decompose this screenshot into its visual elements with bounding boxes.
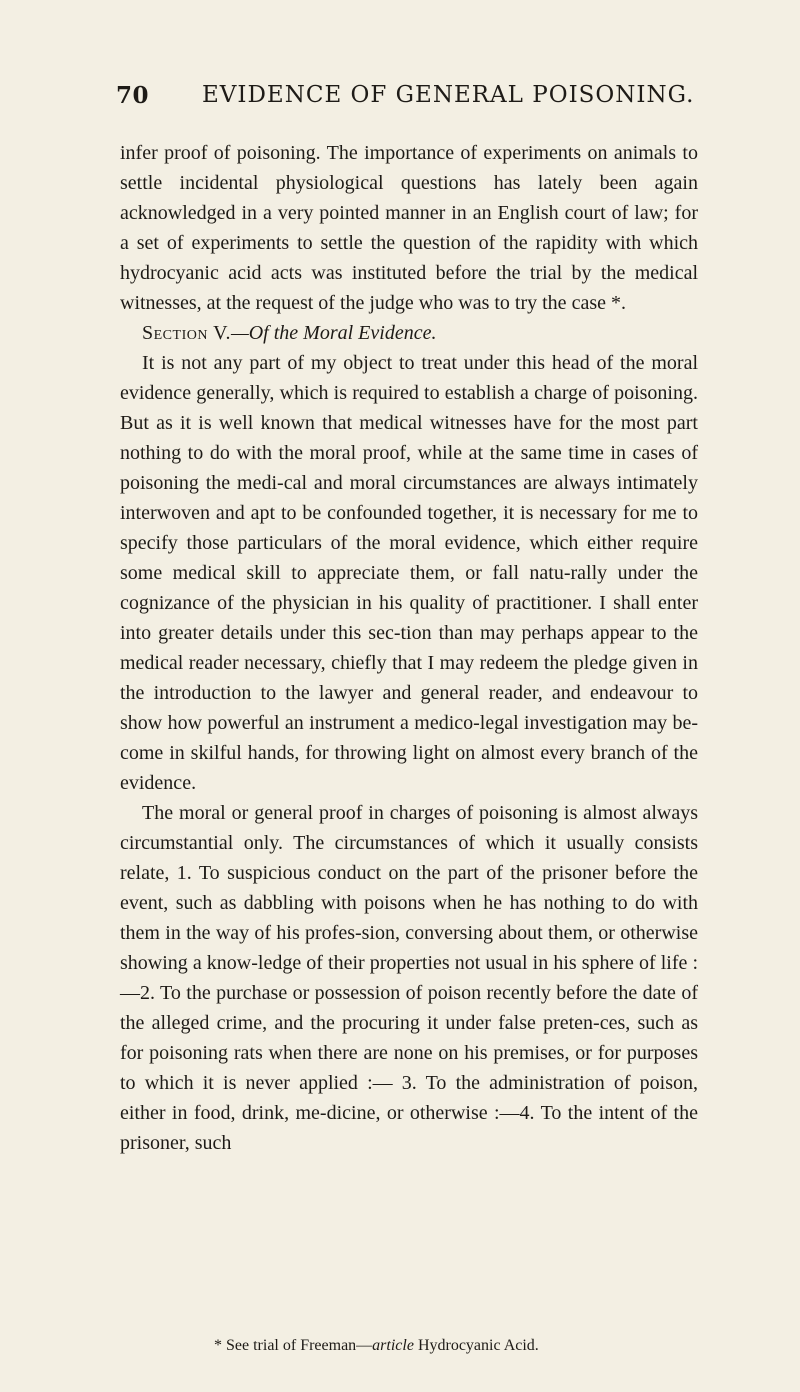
section-heading — [120, 318, 698, 348]
footnote — [214, 1336, 694, 1356]
section-label: Section V. — [142, 322, 231, 344]
paragraph-moral-evidence: It is not any part of my object to treat under this head of the moral evidence generally, which is required to establish a charge of poisoning. But as it is well known that medical witnesses have for the most part nothing to do with the moral proof, while at the same time in cases of poisoning the medi-cal and moral circumstances are always intimately interwoven and apt to be confounded together, it is necessary for me to specify those particulars of the moral evidence, which either require some medical skill to appreciate them, or fall natu-rally under the cognizance of the physician in his quality of practitioner. I shall enter into greater details under this sec-tion than may perhaps appear to the medical reader necessary, chiefly that I may redeem the pledge given in the introduction to the lawyer and general reader, and endeavour to show how powerful an instrument a medico-legal investigation may be-come in skilful hands, for throwing light on almost every branch of the evidence. — [120, 352, 698, 794]
footnote-prefix: * See trial of Freeman— — [214, 1337, 373, 1354]
paragraph-circumstantial-proof: The moral or general proof in charges of poisoning is almost always circumstantial only. The circumstances of which it usually consists relate, 1. To suspicious conduct on the part of the prisoner before the event, such as dabbling with poisons when he has nothing to do with them in the way of his profes-sion, conversing about them, or otherwise showing a know-ledge of their properties not usual in his sphere of life :—2. To the purchase or possession of poison recently before the date of the alleged crime, and the procuring it under false preten-ces, such as for poisoning rats when there are none on his premises, or for purposes to which it is never applied :— 3. To the administration of poison, either in food, drink, me-dicine, or otherwise :—4. To the intent of the prisoner, such — [120, 802, 698, 1154]
footnote-suffix: Hydrocyanic Acid. — [413, 1337, 539, 1354]
running-head: EVIDENCE OF GENERAL POISONING. — [202, 82, 695, 108]
body-text — [120, 138, 698, 1158]
paragraph-continuation: infer proof of poisoning. The importance of experiments on animals to settle incidental physiological questions has lately been again acknowledged in a very pointed manner in an English court of law; for a set of experiments to settle the question of the rapidity with which hydrocyanic acid acts was instituted before the trial by the medical witnesses, at the request of the judge who was to try the case *. — [120, 142, 698, 314]
footnote-italic: article — [372, 1337, 414, 1354]
page-header — [116, 82, 696, 122]
section-title: —Of the Moral Evidence. — [230, 322, 437, 344]
page-number: 70 — [116, 82, 150, 109]
